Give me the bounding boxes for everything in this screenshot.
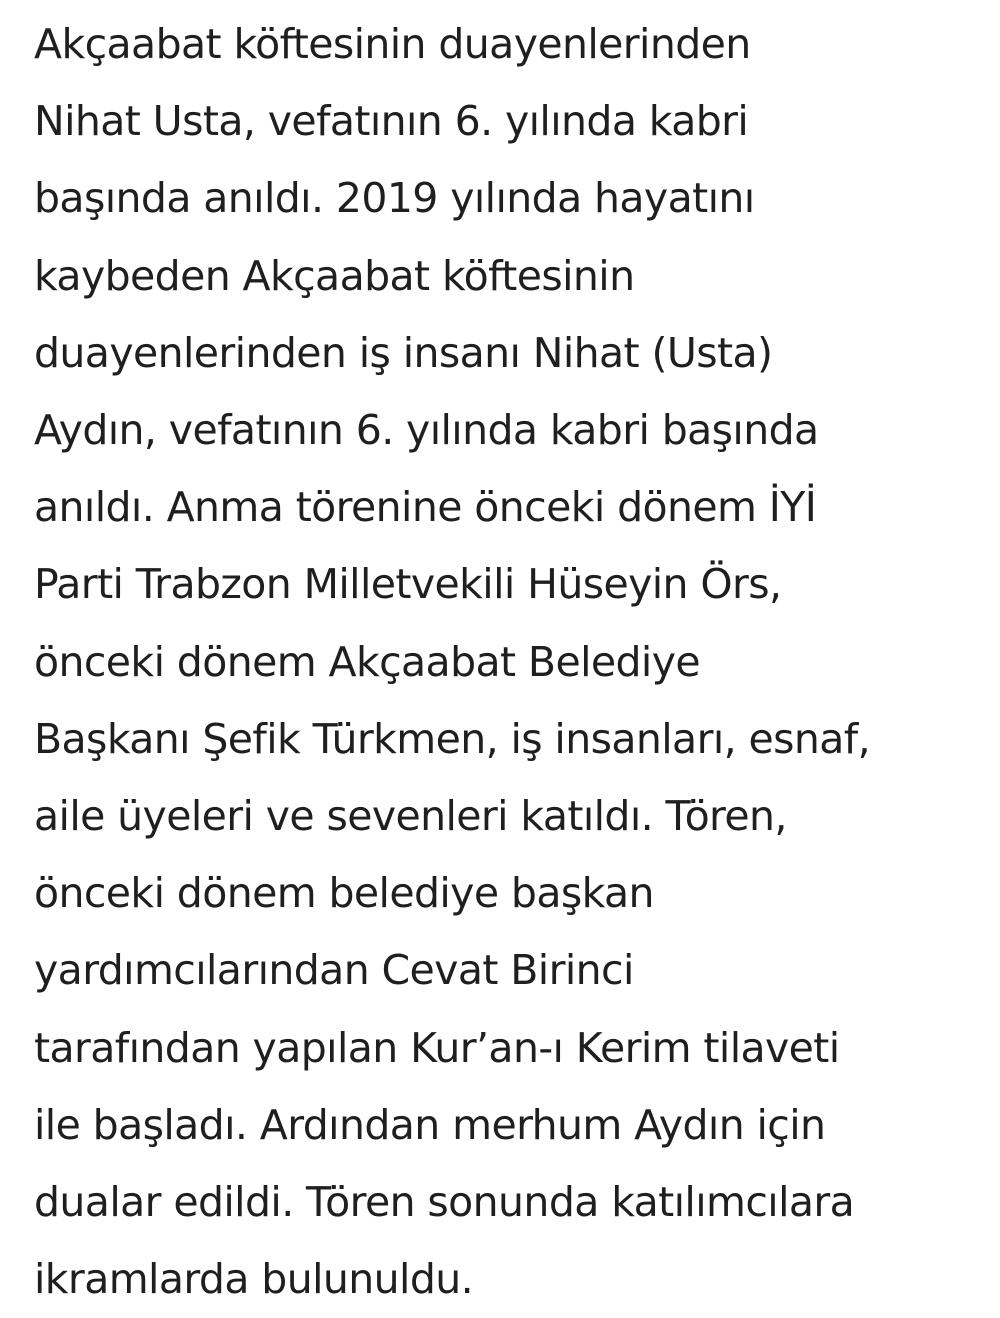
article-line: önceki dönem belediye başkan [34,869,654,918]
article-line: ikramlarda bulunuldu. [34,1255,474,1304]
article-line: Aydın, vefatının 6. yılında kabri başında [34,406,819,455]
article-line: başında anıldı. 2019 yılında hayatını [34,174,755,223]
article-line: Akçaabat köftesinin duayenlerinden [34,20,751,68]
article-line: ile başladı. Ardından merhum Aydın için [34,1100,826,1149]
article-line: tarafından yapılan Kur’an-ı Kerim tilaveti [34,1023,840,1072]
article-body [34,6,984,1318]
article-line: yardımcılarından Cevat Birinci [34,946,634,995]
article-line: Başkanı Şefik Türkmen, iş insanları, esnaf, [34,714,871,763]
article-line: önceki dönem Akçaabat Belediye [34,637,701,686]
article-line: duayenlerinden iş insanı Nihat (Usta) [34,328,773,377]
article-line: dualar edildi. Tören sonunda katılımcılara [34,1178,855,1227]
article-line: aile üyeleri ve sevenleri katıldı. Tören, [34,792,787,841]
article-line: anıldı. Anma törenine önceki dönem İYİ [34,483,817,532]
article-line: Parti Trabzon Milletvekili Hüseyin Örs, [34,560,782,609]
article-line: Nihat Usta, vefatının 6. yılında kabri [34,97,749,146]
article-line: kaybeden Akçaabat köftesinin [34,251,635,300]
